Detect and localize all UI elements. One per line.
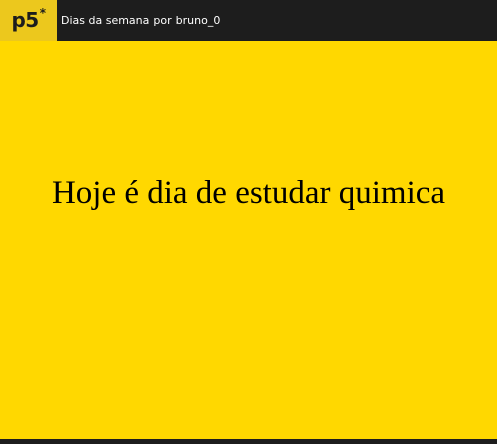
sketch-name[interactable]: Dias da semana <box>61 14 150 27</box>
sketch-canvas[interactable] <box>0 41 497 439</box>
bottom-border <box>0 439 497 444</box>
p5-logo-text: p5* <box>11 5 46 32</box>
by-label: por <box>153 14 172 27</box>
sketch-title <box>61 14 224 27</box>
canvas-message: Hoje é dia de estudar quimica <box>51 175 446 211</box>
p5-logo[interactable] <box>0 0 57 41</box>
author-name[interactable]: bruno_0 <box>175 14 221 27</box>
p5-asterisk-icon: * <box>39 5 46 20</box>
p5-header-bar <box>0 0 497 41</box>
